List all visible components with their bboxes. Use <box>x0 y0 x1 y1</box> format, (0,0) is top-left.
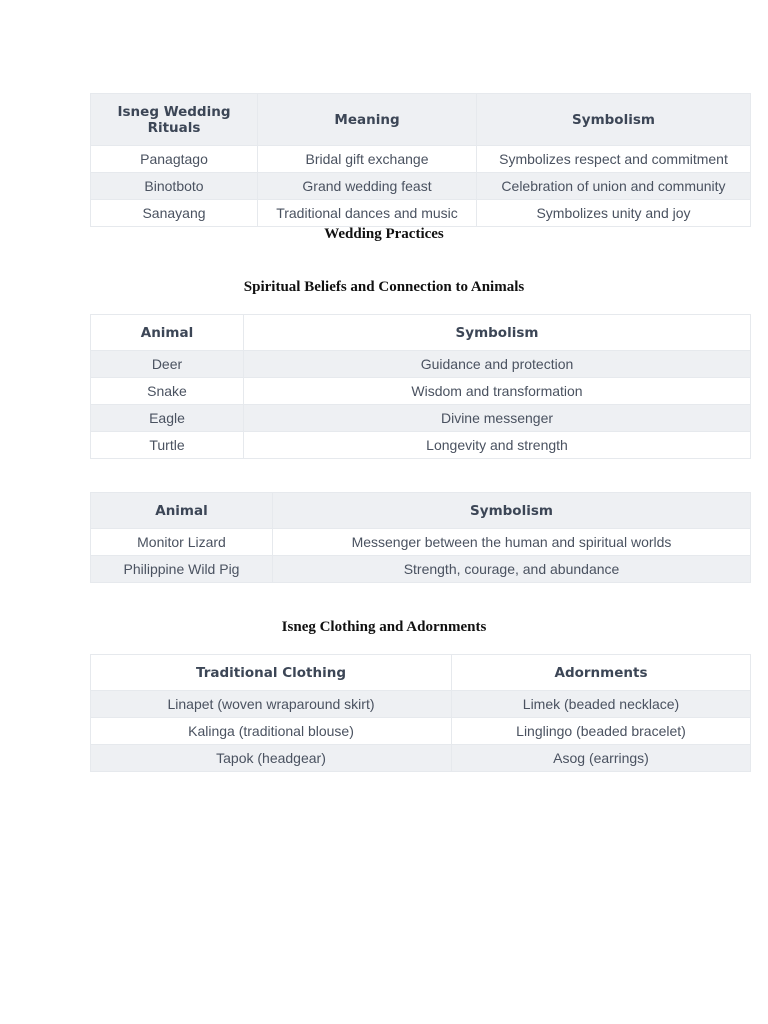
table-cell: Linapet (woven wraparound skirt) <box>91 691 452 718</box>
column-header: Adornments <box>452 655 751 691</box>
table-cell: Divine messenger <box>244 405 751 432</box>
section-heading: Isneg Clothing and Adornments <box>281 619 487 635</box>
column-header: Isneg Wedding Rituals <box>91 94 258 146</box>
table-row <box>91 378 751 405</box>
column-header: Traditional Clothing <box>91 655 452 691</box>
table-row <box>91 173 751 200</box>
clothing-adornments-table <box>90 654 751 772</box>
table-cell: Binotboto <box>91 173 258 200</box>
table-cell: Deer <box>91 351 244 378</box>
table-cell: Panagtago <box>91 146 258 173</box>
table-cell: Wisdom and transformation <box>244 378 751 405</box>
table-row <box>91 691 751 718</box>
table-cell: Bridal gift exchange <box>258 146 477 173</box>
table-row <box>91 529 751 556</box>
table-cell: Longevity and strength <box>244 432 751 459</box>
table-cell: Symbolizes unity and joy <box>477 200 751 227</box>
table-row <box>91 745 751 772</box>
table-cell: Asog (earrings) <box>452 745 751 772</box>
table-header-row <box>91 655 751 691</box>
column-header: Animal <box>91 315 244 351</box>
table-cell: Sanayang <box>91 200 258 227</box>
table-row <box>91 146 751 173</box>
table-cell: Monitor Lizard <box>91 529 273 556</box>
table-cell: Linglingo (beaded bracelet) <box>452 718 751 745</box>
table-cell: Eagle <box>91 405 244 432</box>
table-row <box>91 432 751 459</box>
column-header: Animal <box>91 493 273 529</box>
animal-symbolism-table-2 <box>90 492 751 583</box>
table-cell: Strength, courage, and abundance <box>273 556 751 583</box>
column-header: Symbolism <box>273 493 751 529</box>
table-header-row <box>91 493 751 529</box>
column-header: Symbolism <box>244 315 751 351</box>
table-cell: Turtle <box>91 432 244 459</box>
table-header-row <box>91 94 751 146</box>
table-cell: Symbolizes respect and commitment <box>477 146 751 173</box>
table-header-row <box>91 315 751 351</box>
table-cell: Traditional dances and music <box>258 200 477 227</box>
table-cell: Messenger between the human and spiritual worlds <box>273 529 751 556</box>
table-row <box>91 351 751 378</box>
table-cell: Philippine Wild Pig <box>91 556 273 583</box>
table-row <box>91 200 751 227</box>
wedding-rituals-table <box>90 93 751 227</box>
table-row <box>91 556 751 583</box>
table-row <box>91 718 751 745</box>
table-cell: Celebration of union and community <box>477 173 751 200</box>
column-header: Meaning <box>258 94 477 146</box>
table-cell: Guidance and protection <box>244 351 751 378</box>
table-caption: Wedding Practices <box>324 226 444 242</box>
table-cell: Snake <box>91 378 244 405</box>
table-row <box>91 405 751 432</box>
table-cell: Limek (beaded necklace) <box>452 691 751 718</box>
animal-symbolism-table <box>90 314 751 459</box>
table-cell: Grand wedding feast <box>258 173 477 200</box>
table-cell: Tapok (headgear) <box>91 745 452 772</box>
column-header: Symbolism <box>477 94 751 146</box>
section-heading: Spiritual Beliefs and Connection to Animals <box>243 279 525 295</box>
table-cell: Kalinga (traditional blouse) <box>91 718 452 745</box>
